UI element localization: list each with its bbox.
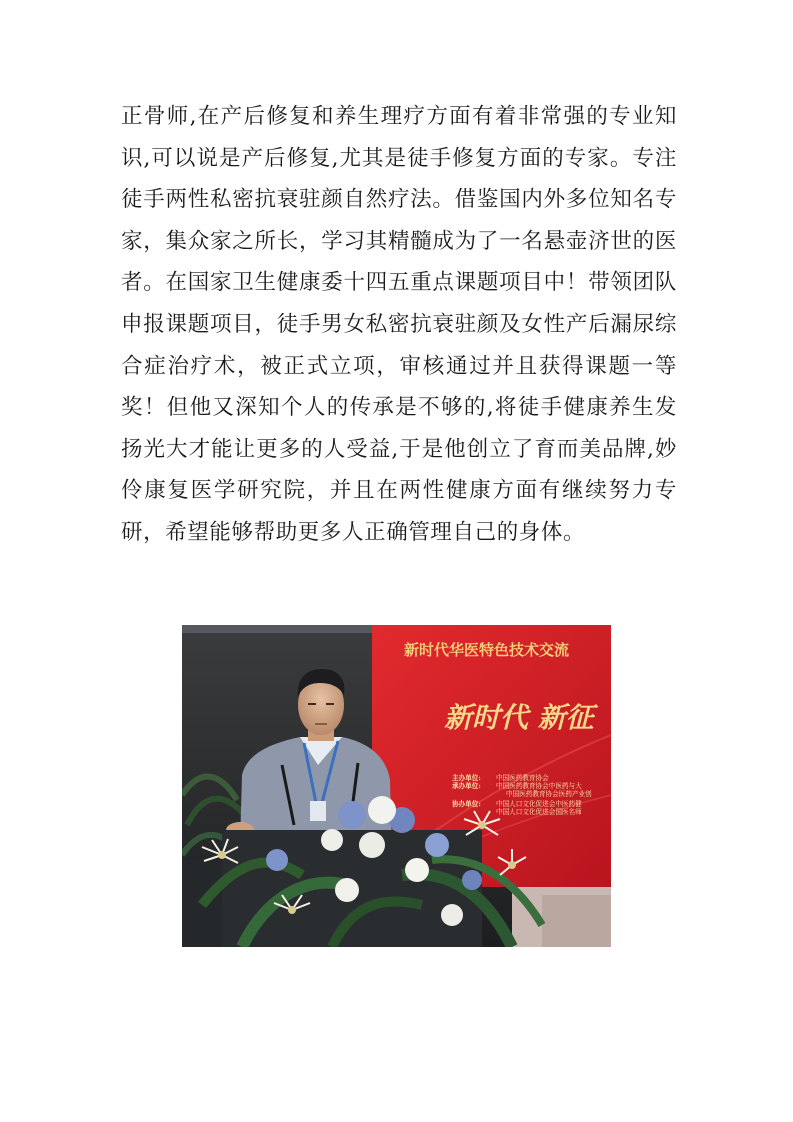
organizer-name-organizer-2: 中国医药教育协会医药产业创 <box>506 790 592 798</box>
organizer-name-organizer-1: 中国医药教育协会中医药与大 <box>496 782 582 790</box>
event-photo <box>182 625 611 947</box>
banner-calligraphy: 新时代 新征 <box>444 701 594 734</box>
organizer-name-co-1: 中国人口文化促进会中医药健 <box>496 800 582 808</box>
organizer-role-host: 主办单位: <box>452 774 481 782</box>
banner-title: 新时代华医特色技术交流 <box>404 641 570 659</box>
organizer-name-co-2: 中国人口文化促进会国医名师 <box>496 808 582 816</box>
organizer-role-co: 协办单位: <box>452 800 481 808</box>
article-paragraph: 正骨师,在产后修复和养生理疗方面有着非常强的专业知识,可以说是产后修复,尤其是徒手修复方面的专家。专注徒手两性私密抗衰驻颜自然疗法。借鉴国内外多位知名专家，集众家之所长，学习其精髓成为了一名悬壶济世的医者。在国家卫生健康委十四五重点课题项目中！带领团队申报课题项目，徒手男女私密抗衰驻颜及女性产后漏尿综合症治疗术，被正式立项，审核通过并且获得课题一等奖！但他又深知个人的传承是不够的,将徒手健康养生发扬光大才能让更多的人受益,于是他创立了育而美品牌,妙伶康复医学研究院，并且在两性健康方面有继续努力专研，希望能够帮助更多人正确管理自己的身体。 <box>121 104 677 545</box>
organizer-name-host: 中国医药教育协会 <box>496 774 549 782</box>
organizer-role-organizer: 承办单位: <box>452 782 481 790</box>
